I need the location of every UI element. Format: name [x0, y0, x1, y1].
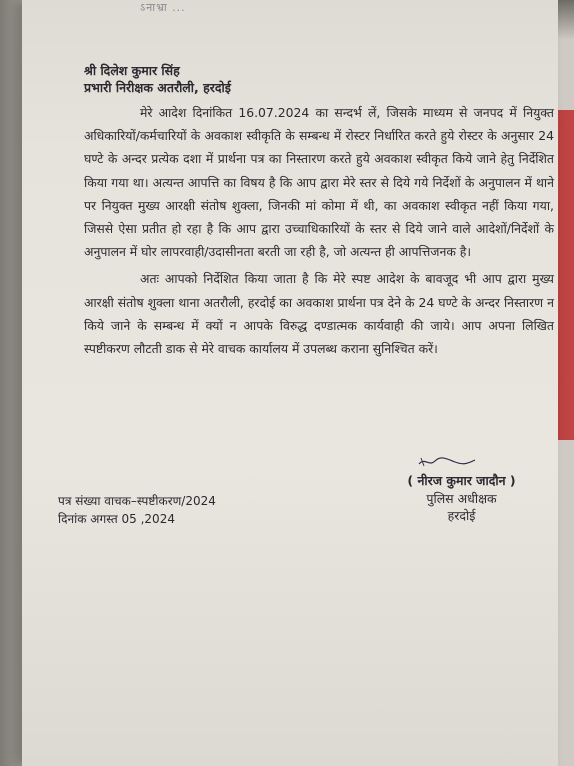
top-scribble: ऽनाभ्रा ...: [140, 1, 186, 14]
reference-block: [58, 492, 216, 528]
signer-designation: पुलिस अधीक्षक: [426, 490, 497, 506]
letter-number: पत्र संख्या वाचक–स्पष्टीकरण/2024: [58, 494, 216, 508]
addressee-designation: प्रभारी निरीक्षक अतरौली, हरदोई: [84, 80, 231, 95]
signer-block: [374, 472, 549, 525]
body-paragraph-1: मेरे आदेश दिनांकित 16.07.2024 का सन्दर्भ लें, जिसके माध्यम से जनपद में नियुक्त अधिकारियों/कर्मचारियों के अवकाश स्वीकृति के सम्बन्ध में रोस्टर निर्धारित करते हुये रोस्टर के अनुसार 24 घण्टे के अन्दर प्रत्येक दशा में प्रार्थना पत्र का निस्तारण करते हुये अवकाश स्वीकृत किये जाने हेतु निर्देशित किया गया था। अत्यन्त आपत्ति का विषय है कि आप द्वारा मेरे स्तर से दिये गये निर्देशों के अनुपालन में थाने पर नियुक्त मुख्य आरक्षी संतोष शुक्ला, जिनकी मां कोमा में थी, का अवकाश स्वीकृत नहीं किया गया, जिससे ऐसा प्रतीत हो रहा है कि आप द्वारा उच्चाधिकारियों के स्तर से दिये जाने वाले आदेशों/निर्देशों के अनुपालन में घोर लापरवाही/उदासीनता बरती जा रही है, जो अत्यन्त ही आपत्तिजनक है।: [84, 105, 554, 260]
letter-body: [84, 101, 554, 364]
signer-name: ( नीरज कुमार जादौन ): [407, 473, 516, 488]
addressee-name: श्री दिलेश कुमार सिंह: [84, 63, 180, 78]
letter-page: [22, 0, 558, 766]
addressee-block: [84, 62, 231, 96]
body-paragraph-2: अतः आपको निर्देशित किया जाता है कि मेरे स्पष्ट आदेश के बावजूद भी आप द्वारा मुख्य आरक्षी संतोष शुक्ला थाना अतरौली, हरदोई का अवकाश प्रार्थना पत्र देने के 24 घण्टे के अन्दर निस्तारण न किये जाने के सम्बन्ध में क्यों न आपके विरुद्ध दण्डात्मक कार्यवाही की जाये। आप अपना लिखित स्पष्टीकरण लौटती डाक से मेरे वाचक कार्यालय में उपलब्ध कराना सुनिश्चित करें।: [84, 271, 554, 357]
letter-date: दिनांक अगस्त 05 ,2024: [58, 512, 175, 526]
handwritten-signature: [417, 455, 477, 469]
signer-location: हरदोई: [447, 508, 476, 523]
